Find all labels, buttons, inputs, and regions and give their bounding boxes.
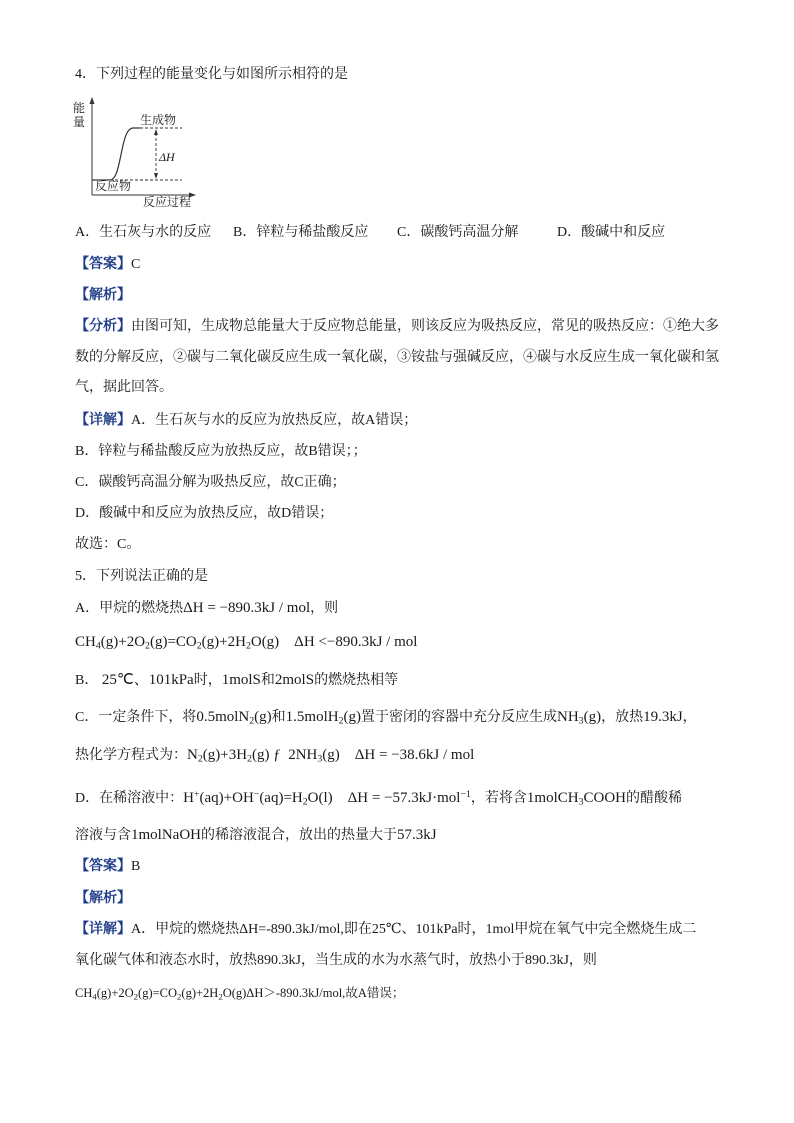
section-tag: 【答案】 [75, 257, 131, 272]
text-run: 氧化碳气体和液态水时，放热890.3kJ，当生成的水为水蒸气时，放热小于890.3kJ，则 [75, 953, 597, 968]
text-run: A．甲烷的燃烧热ΔH=-890.3kJ/mol,即在25℃、101kPa时，1mol甲烷在氧气中完全燃烧生成二 [131, 922, 697, 937]
text-run: 置于密闭的容器中充分反应生成 [361, 710, 557, 725]
superscript: + [193, 789, 200, 801]
option-d-continued [75, 824, 437, 846]
explanation-equation [75, 982, 404, 1004]
text-run: ， [682, 710, 697, 725]
explanation-line [75, 441, 367, 463]
explanation-line [75, 534, 140, 556]
formula-run: 1molS [221, 672, 261, 688]
reactant-label: 反应物 [95, 179, 132, 193]
text-run: 溶液与含 [75, 828, 131, 843]
product-label: 生成物 [140, 113, 177, 127]
text-run: 的燃烧热相等 [314, 673, 399, 688]
superscript: − [253, 789, 260, 801]
subscript: 4 [92, 991, 97, 1002]
text-run: 的稀溶液混合，放出的热量大于 [201, 828, 397, 843]
subscript: 2 [218, 991, 223, 1002]
answer-line [75, 856, 140, 878]
option-a [75, 597, 338, 619]
formula-run: O(g) ΔH <−890.3kJ / mol [250, 634, 418, 650]
formula-run: ΔH = −890.3kJ / mol [183, 600, 311, 616]
text-run: A．甲烷的燃烧热 [75, 601, 184, 616]
formula-run: 0.5molN [196, 709, 250, 725]
formula-run: (g)+2O [96, 986, 134, 1000]
explanation-line [75, 410, 417, 432]
option-b: B．锌粒与稀盐酸反应 [233, 225, 369, 240]
text-run: 故A错误； [345, 986, 405, 1000]
text-run: B．锌粒与稀盐酸反应为放热反应，故B错误；； [75, 444, 367, 459]
formula-run: (g)+2H [201, 634, 246, 650]
formula-run: COOH [583, 790, 627, 806]
superscript: −1 [460, 789, 471, 801]
answer-line [75, 254, 140, 276]
text-run: C．碳酸钙高温分解为吸热反应，故C正确； [75, 475, 346, 490]
subscript: 3 [317, 753, 323, 765]
section-tag: 【解析】 [75, 288, 131, 303]
text-run: 时， [193, 673, 222, 688]
formula-run: (aq)+OH [199, 790, 254, 806]
formula-run: CH [75, 634, 96, 650]
text-run: D．酸碱中和反应为放热反应，故D错误； [75, 506, 334, 521]
explanation-heading [75, 285, 131, 307]
text-run: 气，据此回答。 [75, 380, 173, 395]
text-run: 5．下列说法正确的是 [75, 569, 208, 584]
subscript: 3 [578, 715, 584, 727]
question-5-stem [75, 566, 208, 588]
option-b [75, 669, 398, 691]
formula-run: N [187, 747, 198, 763]
formula-run: (g)=CO [149, 634, 197, 650]
formula-run: (g) [254, 709, 272, 725]
subscript: 2 [196, 640, 202, 652]
section-tag: 【解析】 [75, 891, 131, 906]
formula-run: (g) ƒ 2NH [251, 747, 318, 763]
text-run: B． [75, 673, 102, 688]
option-c-equation [75, 744, 474, 766]
section-tag: 【答案】 [75, 859, 131, 874]
subscript: 2 [133, 991, 139, 1002]
subscript: 2 [249, 715, 255, 727]
text-run: 热化学方程式为： [75, 748, 187, 763]
subscript: 2 [302, 796, 308, 808]
formula-run: 19.3kJ [643, 709, 683, 725]
text-run: 数的分解反应，②碳与二氧化碳反应生成一氧化碳，③铵盐与强碱反应，④碳与水反应生成一氧化碳和氢 [75, 350, 719, 365]
section-tag: 【详解】 [75, 922, 131, 937]
subscript: 2 [338, 715, 344, 727]
subscript: 2 [145, 640, 150, 652]
text-run: 和 [271, 710, 286, 725]
text-run: C [131, 257, 141, 272]
text-run: A．生石灰与水的反应为放热反应，故A错误； [131, 413, 418, 428]
formula-run: (g) [583, 709, 602, 725]
explanation-line [75, 919, 696, 941]
option-c: C．碳酸钙高温分解 [397, 225, 519, 240]
option-d: D．酸碱中和反应 [557, 225, 666, 240]
explanation-line [75, 950, 597, 972]
option-d [75, 787, 682, 809]
formula-run: 57.3kJ [397, 827, 437, 843]
formula-run: (g) ΔH = −38.6kJ / mol [322, 747, 475, 763]
text-run: 4．下列过程的能量变化与如图所示相符的是 [75, 67, 348, 82]
explanation-line [75, 472, 346, 494]
subscript: 2 [245, 640, 251, 652]
formula-run: 25℃、101kPa [101, 672, 194, 688]
x-axis-label: 反应过程 [143, 195, 192, 209]
formula-run: 1.5molH [285, 709, 339, 725]
delta-h-arrow-up [154, 129, 158, 135]
text-run: ，放热 [601, 710, 644, 725]
explanation-line [75, 503, 333, 525]
subscript: 2 [197, 753, 203, 765]
subscript: 4 [95, 640, 101, 652]
text-run: 由图可知，生成物总能量大于反应物总能量，则该反应为吸热反应，常见的吸热反应：①绝大多 [131, 319, 719, 334]
explanation-line [75, 316, 719, 338]
option-a-equation [75, 631, 417, 653]
y-axis-arrow [90, 97, 95, 104]
formula-run: (g)+2O [100, 634, 146, 650]
text-run: B [131, 859, 141, 874]
question-4-stem [75, 64, 348, 86]
section-tag: 【分析】 [75, 319, 131, 334]
formula-run: NH [557, 709, 579, 725]
subscript: 2 [247, 753, 252, 765]
energy-curve [92, 128, 140, 180]
option-a: A．生石灰与水的反应 [75, 225, 212, 240]
text-run: C．一定条件下，将 [75, 710, 197, 725]
formula-run: O(g)ΔH＞-890.3kJ/mol, [222, 986, 346, 1000]
subscript: 2 [177, 991, 182, 1002]
formula-run: 1molCH [526, 790, 579, 806]
delta-h-arrow-down [154, 173, 158, 179]
section-tag: 【详解】 [75, 413, 131, 428]
text-run: ，则 [310, 601, 339, 616]
text-run: 的醋酸稀 [626, 791, 683, 806]
formula-run: H [183, 790, 194, 806]
formula-run: O(l) ΔH = −57.3kJ·mol [307, 790, 461, 806]
delta-h-label: ΔH [159, 150, 175, 164]
text-run: D．在稀溶液中： [75, 791, 184, 806]
formula-run: (g)=CO [138, 986, 178, 1000]
explanation-heading [75, 888, 131, 910]
formula-run: 1molNaOH [131, 827, 201, 843]
y-axis-label: 能量 [73, 101, 86, 129]
option-c [75, 706, 697, 728]
text-run: ，若将含 [470, 791, 527, 806]
formula-run: (g)+2H [181, 986, 219, 1000]
text-run: 故选：C。 [75, 537, 141, 552]
explanation-line [75, 347, 719, 369]
formula-run: 2molS [274, 672, 315, 688]
formula-run: (g)+3H [202, 747, 248, 763]
subscript: 3 [578, 796, 584, 808]
formula-run: CH [75, 986, 93, 1000]
formula-run: (g) [343, 709, 361, 725]
text-run: 和 [260, 673, 275, 688]
explanation-line [75, 377, 173, 399]
formula-run: (aq)=H [259, 790, 303, 806]
